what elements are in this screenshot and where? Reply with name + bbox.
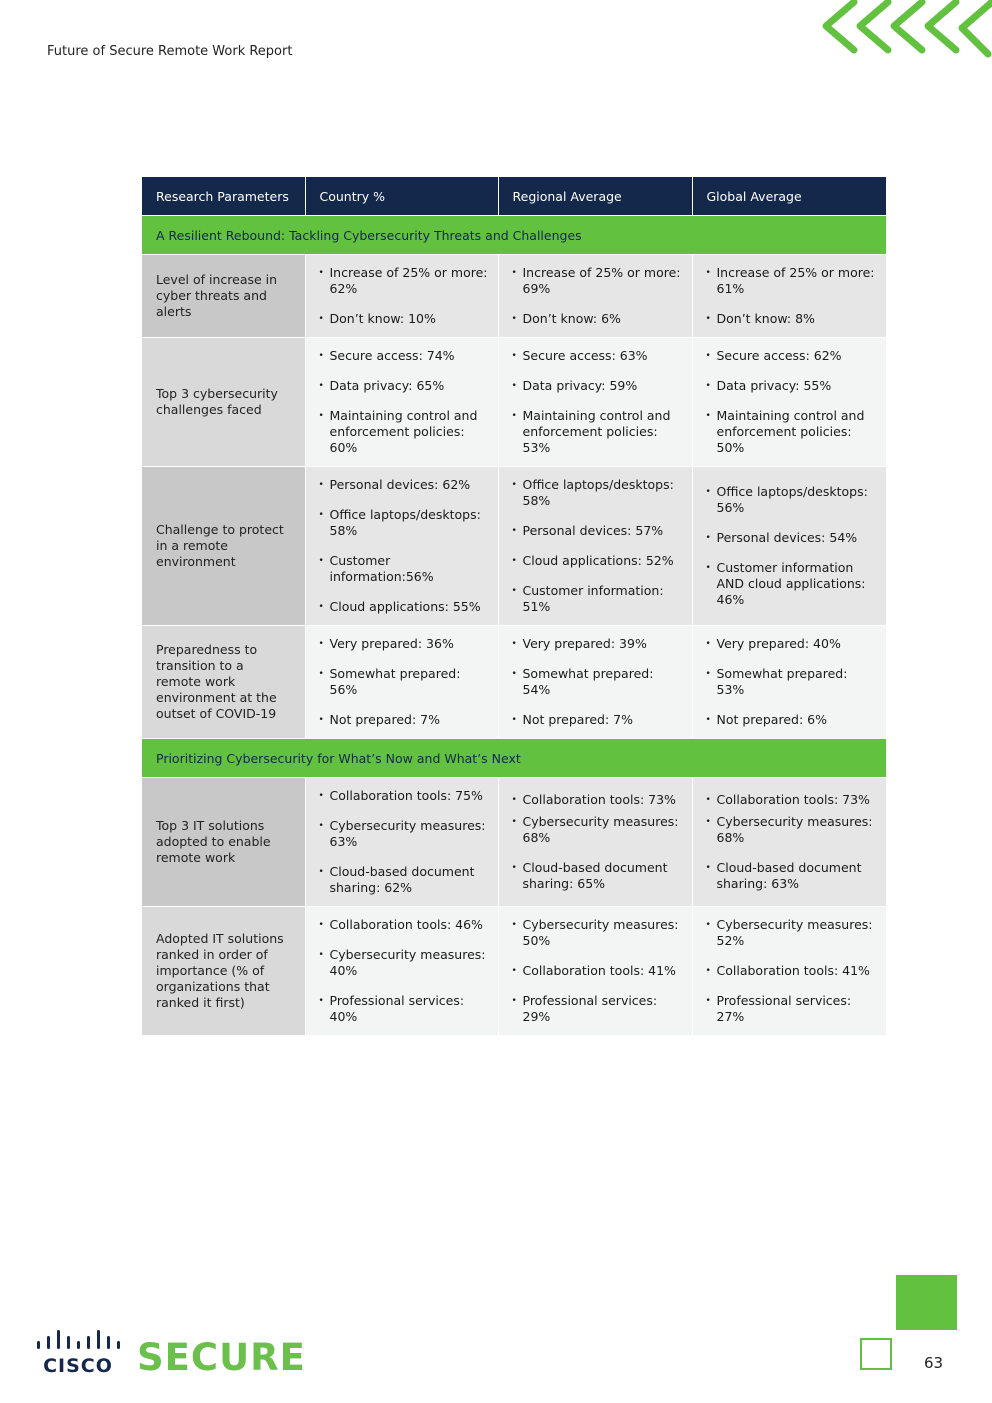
chevron-decoration-icon xyxy=(808,0,992,62)
country-value-cell xyxy=(305,255,498,338)
bullet-list xyxy=(511,792,684,892)
bullet-list xyxy=(318,348,490,456)
bullet-item: • Cybersecurity measures: 68% xyxy=(511,814,684,846)
bullet-item: • Cybersecurity measures: 63% xyxy=(318,818,490,850)
bullet-item: • Collaboration tools: 41% xyxy=(705,963,879,979)
regional-value-cell xyxy=(498,467,692,626)
bullet-item: • Very prepared: 36% xyxy=(318,636,490,652)
bullet-item: • Office laptops/desktops: 56% xyxy=(705,484,879,516)
column-header-parameters: Research Parameters xyxy=(142,177,305,216)
bullet-item: • Collaboration tools: 73% xyxy=(511,792,684,808)
column-header-country: Country % xyxy=(305,177,498,216)
bullet-item: • Somewhat prepared: 53% xyxy=(705,666,879,698)
report-title: Future of Secure Remote Work Report xyxy=(47,44,293,59)
bullet-item: • Not prepared: 7% xyxy=(511,712,684,728)
research-table xyxy=(142,177,886,1035)
bullet-item: • Professional services: 29% xyxy=(511,993,684,1025)
bullet-list xyxy=(705,348,879,456)
bullet-item: • Customer information AND cloud applications: 46% xyxy=(705,560,879,608)
bullet-list xyxy=(318,788,490,896)
country-value-cell xyxy=(305,907,498,1036)
parameter-cell: Level of increase in cyber threats and alerts xyxy=(142,255,305,338)
parameter-cell: Adopted IT solutions ranked in order of importance (% of organizations that ranked it first) xyxy=(142,907,305,1036)
cisco-logo xyxy=(36,1328,120,1374)
global-value-cell xyxy=(692,778,886,907)
bullet-item: • Maintaining control and enforcement policies: 53% xyxy=(511,408,684,456)
bullet-list xyxy=(511,917,684,1025)
bullet-item: • Increase of 25% or more: 62% xyxy=(318,265,490,297)
bullet-item: • Cloud applications: 52% xyxy=(511,553,684,569)
bullet-item: • Very prepared: 40% xyxy=(705,636,879,652)
bullet-item: • Professional services: 27% xyxy=(705,993,879,1025)
regional-value-cell xyxy=(498,778,692,907)
table-row xyxy=(142,907,886,1036)
bullet-item: • Collaboration tools: 41% xyxy=(511,963,684,979)
global-value-cell xyxy=(692,467,886,626)
table-row xyxy=(142,255,886,338)
bullet-item: • Secure access: 63% xyxy=(511,348,684,364)
bullet-item: • Professional services: 40% xyxy=(318,993,490,1025)
section-title: A Resilient Rebound: Tackling Cybersecurity Threats and Challenges xyxy=(142,216,886,255)
bullet-item: • Cybersecurity measures: 52% xyxy=(705,917,879,949)
country-value-cell xyxy=(305,778,498,907)
table-row xyxy=(142,467,886,626)
bullet-list xyxy=(705,792,879,892)
bullet-item: • Data privacy: 65% xyxy=(318,378,490,394)
bullet-item: • Cybersecurity measures: 50% xyxy=(511,917,684,949)
global-value-cell xyxy=(692,907,886,1036)
section-row xyxy=(142,739,886,778)
bullet-list xyxy=(705,265,879,327)
bullet-item: • Cloud applications: 55% xyxy=(318,599,490,615)
decorative-green-square xyxy=(896,1275,957,1330)
bullet-item: • Don’t know: 8% xyxy=(705,311,879,327)
bullet-item: • Personal devices: 57% xyxy=(511,523,684,539)
table-header-row xyxy=(142,177,886,216)
bullet-item: • Somewhat prepared: 56% xyxy=(318,666,490,698)
bullet-item: • Increase of 25% or more: 61% xyxy=(705,265,879,297)
bullet-item: • Collaboration tools: 75% xyxy=(318,788,490,804)
country-value-cell xyxy=(305,626,498,739)
bullet-item: • Data privacy: 59% xyxy=(511,378,684,394)
page-number: 63 xyxy=(924,1354,944,1372)
bullet-item: • Personal devices: 62% xyxy=(318,477,490,493)
bullet-item: • Not prepared: 7% xyxy=(318,712,490,728)
table-row xyxy=(142,778,886,907)
bullet-list xyxy=(318,265,490,327)
parameter-cell: Top 3 IT solutions adopted to enable remote work xyxy=(142,778,305,907)
bullet-list xyxy=(511,265,684,327)
table-row xyxy=(142,338,886,467)
bullet-list xyxy=(511,348,684,456)
global-value-cell xyxy=(692,255,886,338)
bullet-item: • Cybersecurity measures: 68% xyxy=(705,814,879,846)
regional-value-cell xyxy=(498,255,692,338)
global-value-cell xyxy=(692,338,886,467)
regional-value-cell xyxy=(498,907,692,1036)
bullet-item: • Collaboration tools: 73% xyxy=(705,792,879,808)
bullet-list xyxy=(511,477,684,615)
bullet-list xyxy=(318,917,490,1025)
bullet-list xyxy=(705,636,879,728)
bullet-item: • Collaboration tools: 46% xyxy=(318,917,490,933)
svg-text:CISCO: CISCO xyxy=(43,1355,113,1374)
column-header-global: Global Average xyxy=(692,177,886,216)
parameter-cell: Preparedness to transition to a remote work environment at the outset of COVID-19 xyxy=(142,626,305,739)
bullet-list xyxy=(318,477,490,615)
bullet-item: • Customer information: 51% xyxy=(511,583,684,615)
bullet-item: • Increase of 25% or more: 69% xyxy=(511,265,684,297)
bullet-item: • Cybersecurity measures: 40% xyxy=(318,947,490,979)
bullet-item: • Don’t know: 6% xyxy=(511,311,684,327)
section-row xyxy=(142,216,886,255)
bullet-item: • Personal devices: 54% xyxy=(705,530,879,546)
bullet-list xyxy=(705,484,879,608)
bullet-list xyxy=(705,917,879,1025)
bullet-item: • Maintaining control and enforcement policies: 50% xyxy=(705,408,879,456)
section-title: Prioritizing Cybersecurity for What’s Now and What’s Next xyxy=(142,739,886,778)
decorative-outline-square xyxy=(860,1338,892,1370)
bullet-item: • Maintaining control and enforcement policies: 60% xyxy=(318,408,490,456)
column-header-regional: Regional Average xyxy=(498,177,692,216)
bullet-item: • Secure access: 62% xyxy=(705,348,879,364)
regional-value-cell xyxy=(498,338,692,467)
table-row xyxy=(142,626,886,739)
secure-brand-word: SECURE xyxy=(137,1336,306,1379)
country-value-cell xyxy=(305,338,498,467)
bullet-item: • Data privacy: 55% xyxy=(705,378,879,394)
bullet-item: • Office laptops/desktops: 58% xyxy=(318,507,490,539)
bullet-item: • Not prepared: 6% xyxy=(705,712,879,728)
bullet-item: • Very prepared: 39% xyxy=(511,636,684,652)
table-body xyxy=(142,216,886,1036)
regional-value-cell xyxy=(498,626,692,739)
country-value-cell xyxy=(305,467,498,626)
bullet-item: • Secure access: 74% xyxy=(318,348,490,364)
parameter-cell: Challenge to protect in a remote environment xyxy=(142,467,305,626)
global-value-cell xyxy=(692,626,886,739)
bullet-item: • Don’t know: 10% xyxy=(318,311,490,327)
bullet-item: • Cloud-based document sharing: 65% xyxy=(511,860,684,892)
bullet-list xyxy=(318,636,490,728)
bullet-list xyxy=(511,636,684,728)
parameter-cell: Top 3 cybersecurity challenges faced xyxy=(142,338,305,467)
bullet-item: • Somewhat prepared: 54% xyxy=(511,666,684,698)
bullet-item: • Cloud-based document sharing: 63% xyxy=(705,860,879,892)
bullet-item: • Office laptops/desktops: 58% xyxy=(511,477,684,509)
bullet-item: • Cloud-based document sharing: 62% xyxy=(318,864,490,896)
bullet-item: • Customer information:56% xyxy=(318,553,490,585)
